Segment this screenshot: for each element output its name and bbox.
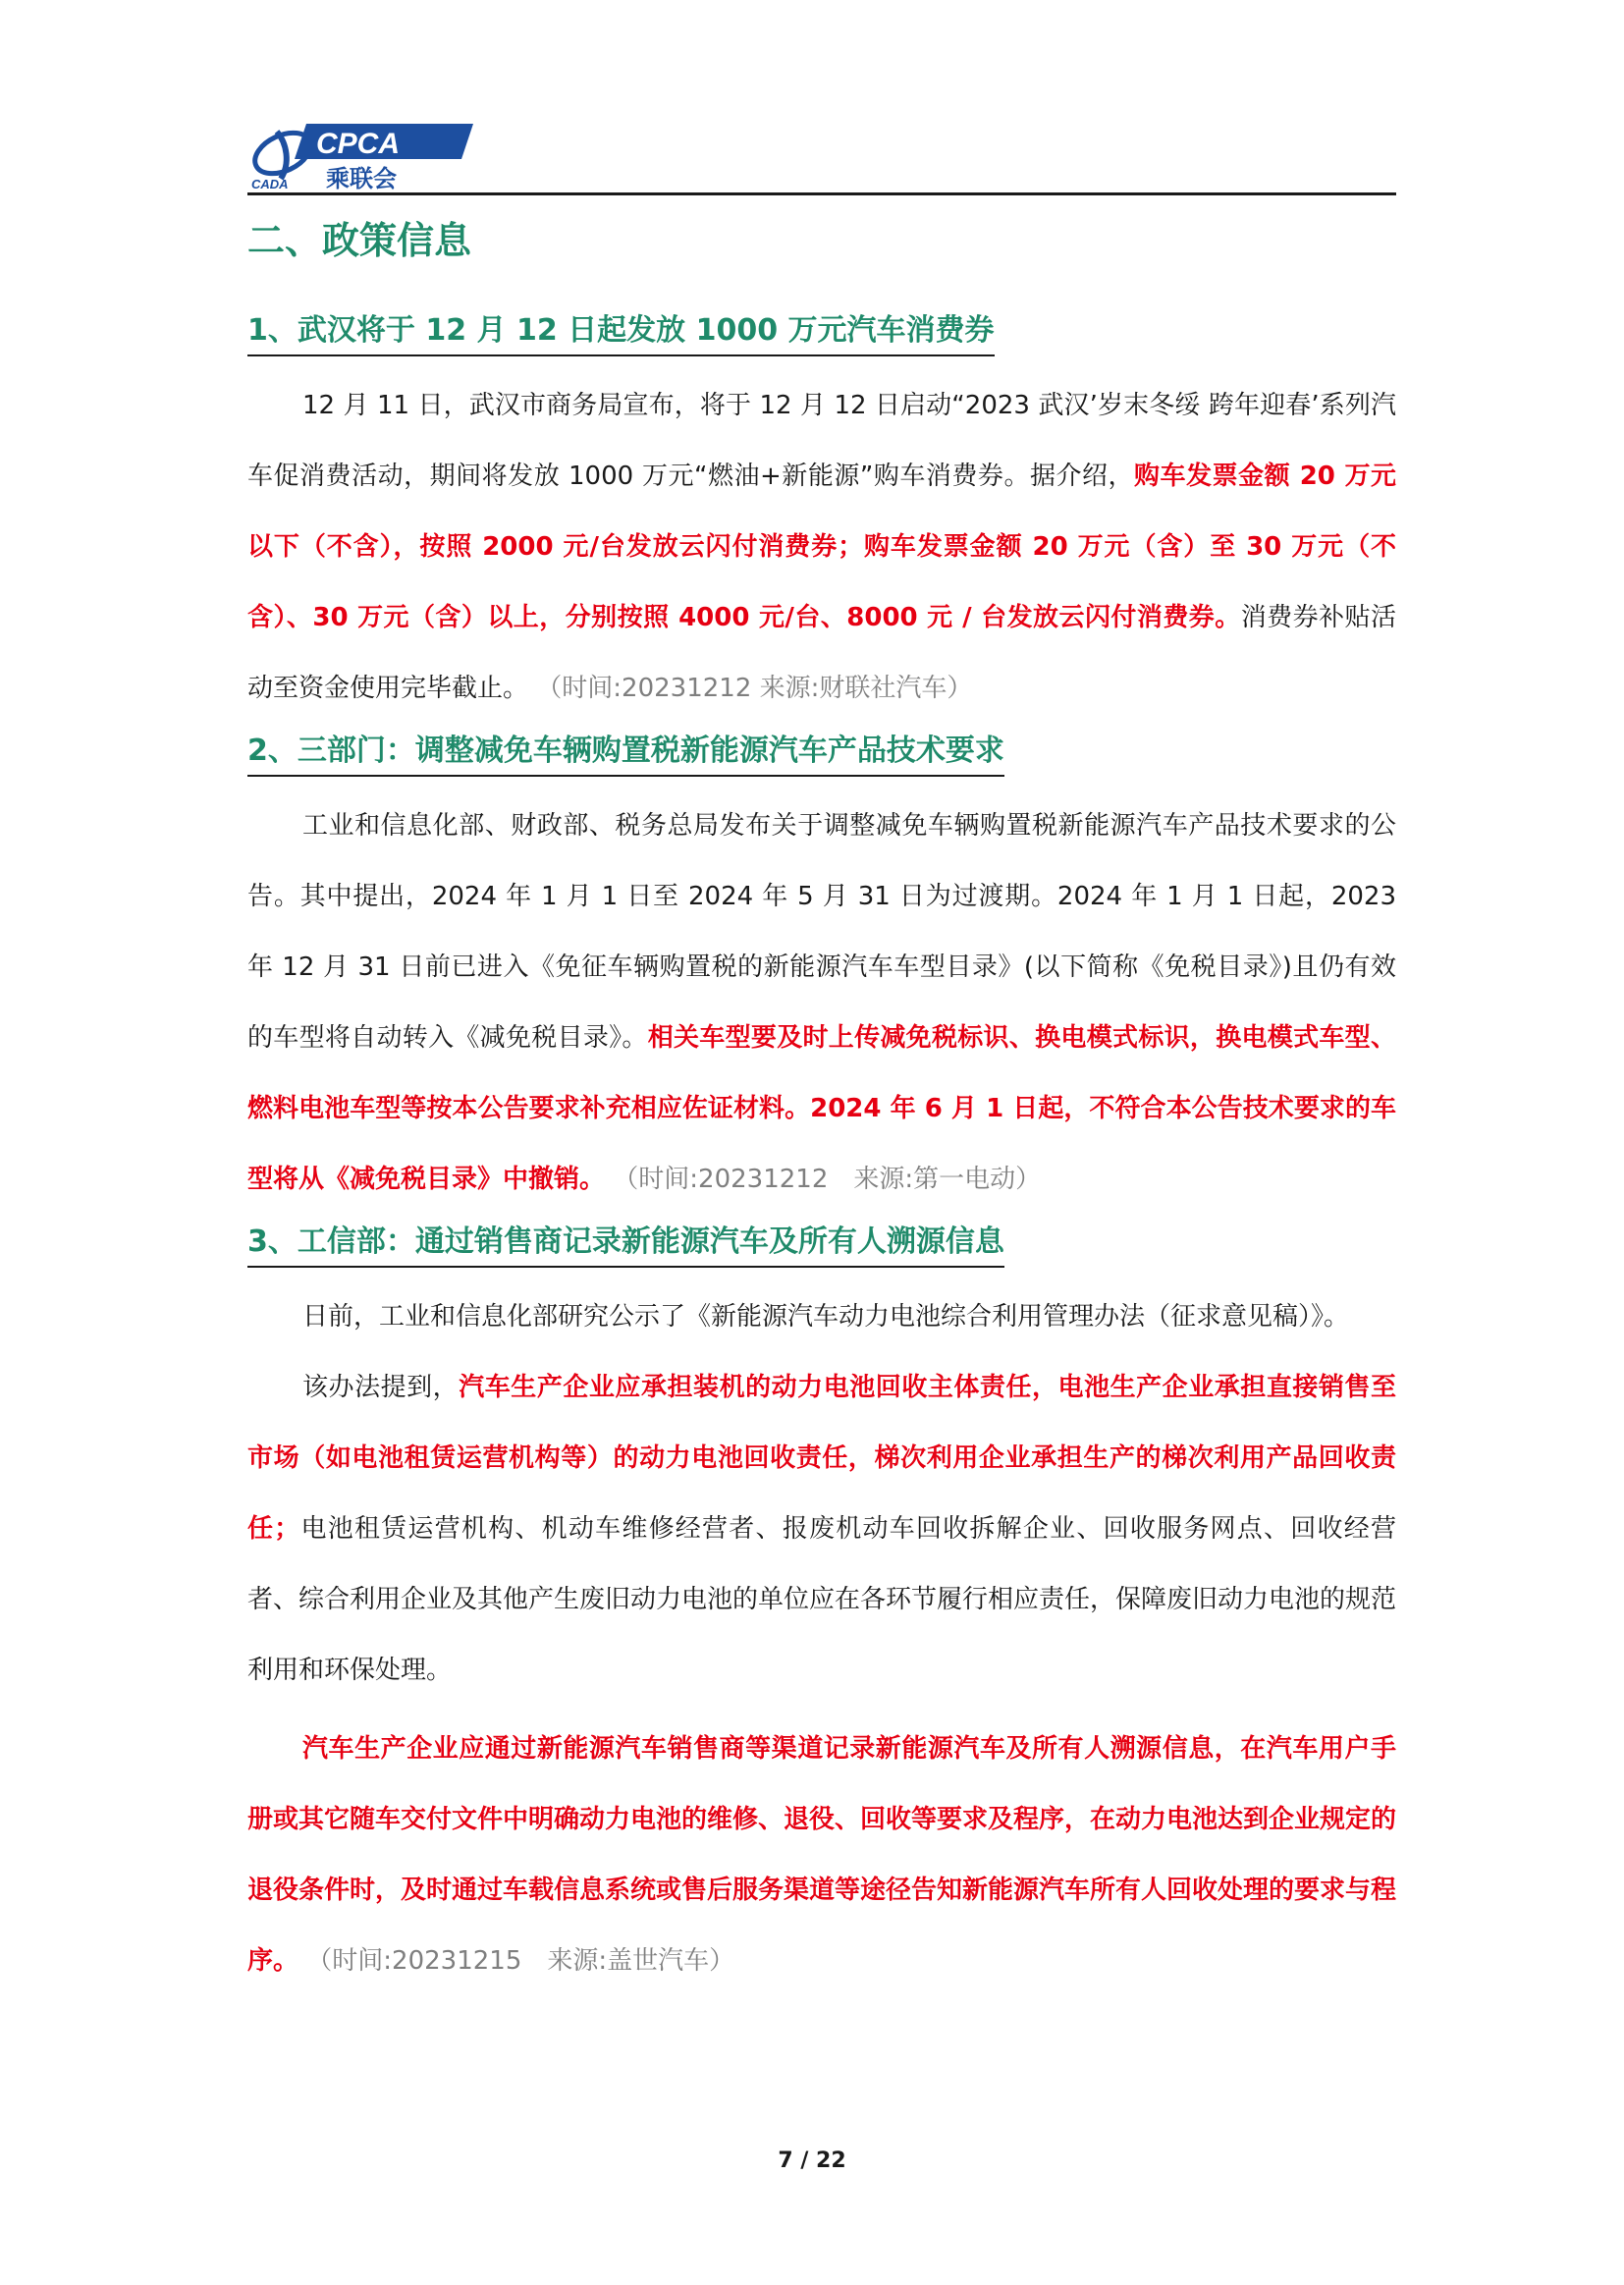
item-2-text: 工业和信息化部、财政部、税务总局发布关于调整减免车辆购置税新能源汽车产品技术要求的公告。其中提出，2024 年 1 月 1 日至 2024 年 5 月 31 日为过渡期。2024 年 1 月 1 日起，2023 年 12 月 31 日前已进入《免征车辆购置税的新能源汽车车型目录》(以下简称《免税目录》)且仍有效的车型将自动转入《减免税目录》。 [247, 811, 1396, 1053]
item-1-paragraph [247, 370, 1396, 724]
item-3-p2-tail: 电池租赁运营机构、机动车维修经营者、报废机动车回收拆解企业、回收服务网点、回收经营者、综合利用企业及其他产生废旧动力电池的单位应在各环节履行相应责任，保障废旧动力电池的规范利用和环保处理。 [247, 1514, 1397, 1685]
cpca-logo [247, 114, 483, 192]
item-1-highlight: 购车发票金额 20 万元以下（不含），按照 2000 元/台发放云闪付消费券；购车发票金额 20 万元（含）至 30 万元（不含）、30 万元（含）以上，分别按照 4000 元/台、8000 元 / 台发放云闪付消费券。 [247, 462, 1396, 632]
item-3-paragraph-3 [247, 1714, 1396, 1996]
section-title: 二、政策信息 [247, 219, 472, 262]
item-1-text: 12 月 11 日，武汉市商务局宣布，将于 12 月 12 日启动“2023 武汉’岁末冬绥 跨年迎春’系列汽车促消费活动，期间将发放 1000 万元“燃油+新能源”购车消费券。据介绍， [247, 391, 1396, 491]
item-title-1: 1、武汉将于 12 月 12 日起发放 1000 万元汽车消费券 [247, 309, 995, 356]
item-3-p2-text: 该办法提到， [302, 1373, 460, 1402]
document-body [247, 201, 1396, 1996]
item-1-tail: 消费券补贴活动至资金使用完毕截止。 [247, 603, 1396, 703]
page-header [247, 110, 1396, 198]
item-3-p2-highlight: 汽车生产企业应承担装机的动力电池回收主体责任，电池生产企业承担直接销售至市场（如电池租赁运营机构等）的动力电池回收责任，梯次利用企业承担生产的梯次利用产品回收责任； [247, 1373, 1396, 1544]
svg-text:乘联会: 乘联会 [326, 165, 397, 192]
item-title-3: 3、工信部：通过销售商记录新能源汽车及所有人溯源信息 [247, 1221, 1004, 1268]
header-divider [247, 192, 1396, 195]
item-3-p3-highlight: 汽车生产企业应通过新能源汽车销售商等渠道记录新能源汽车及所有人溯源信息，在汽车用户手册或其它随车交付文件中明确动力电池的维修、退役、回收等要求及程序，在动力电池达到企业规定的退役条件时，及时通过车载信息系统或售后服务渠道等途径告知新能源汽车所有人回收处理的要求与程序。 [247, 1734, 1397, 1976]
svg-text:CADA: CADA [251, 177, 289, 191]
item-1-source: （时间:20231212 来源:财联社汽车） [536, 674, 973, 703]
item-2-source: （时间:20231212 来源:第一电动） [613, 1165, 1042, 1194]
item-3-paragraph-1: 日前，工业和信息化部研究公示了《新能源汽车动力电池综合利用管理办法（征求意见稿）》。 [302, 1302, 1350, 1332]
item-2-paragraph [247, 790, 1396, 1215]
item-title-2: 2、三部门：调整减免车辆购置税新能源汽车产品技术要求 [247, 730, 1004, 777]
svg-text:CPCA: CPCA [316, 128, 401, 160]
item-3-paragraph-2 [247, 1352, 1396, 1706]
page-number: 7 / 22 [778, 2149, 846, 2173]
item-2-highlight: 相关车型要及时上传减免税标识、换电模式标识，换电模式车型、燃料电池车型等按本公告要求补充相应佐证材料。2024 年 6 月 1 日起，不符合本公告技术要求的车型将从《减免税目录》中撤销。 [247, 1023, 1396, 1194]
item-3-source: （时间:20231215 来源:盖世汽车） [306, 1946, 735, 1976]
